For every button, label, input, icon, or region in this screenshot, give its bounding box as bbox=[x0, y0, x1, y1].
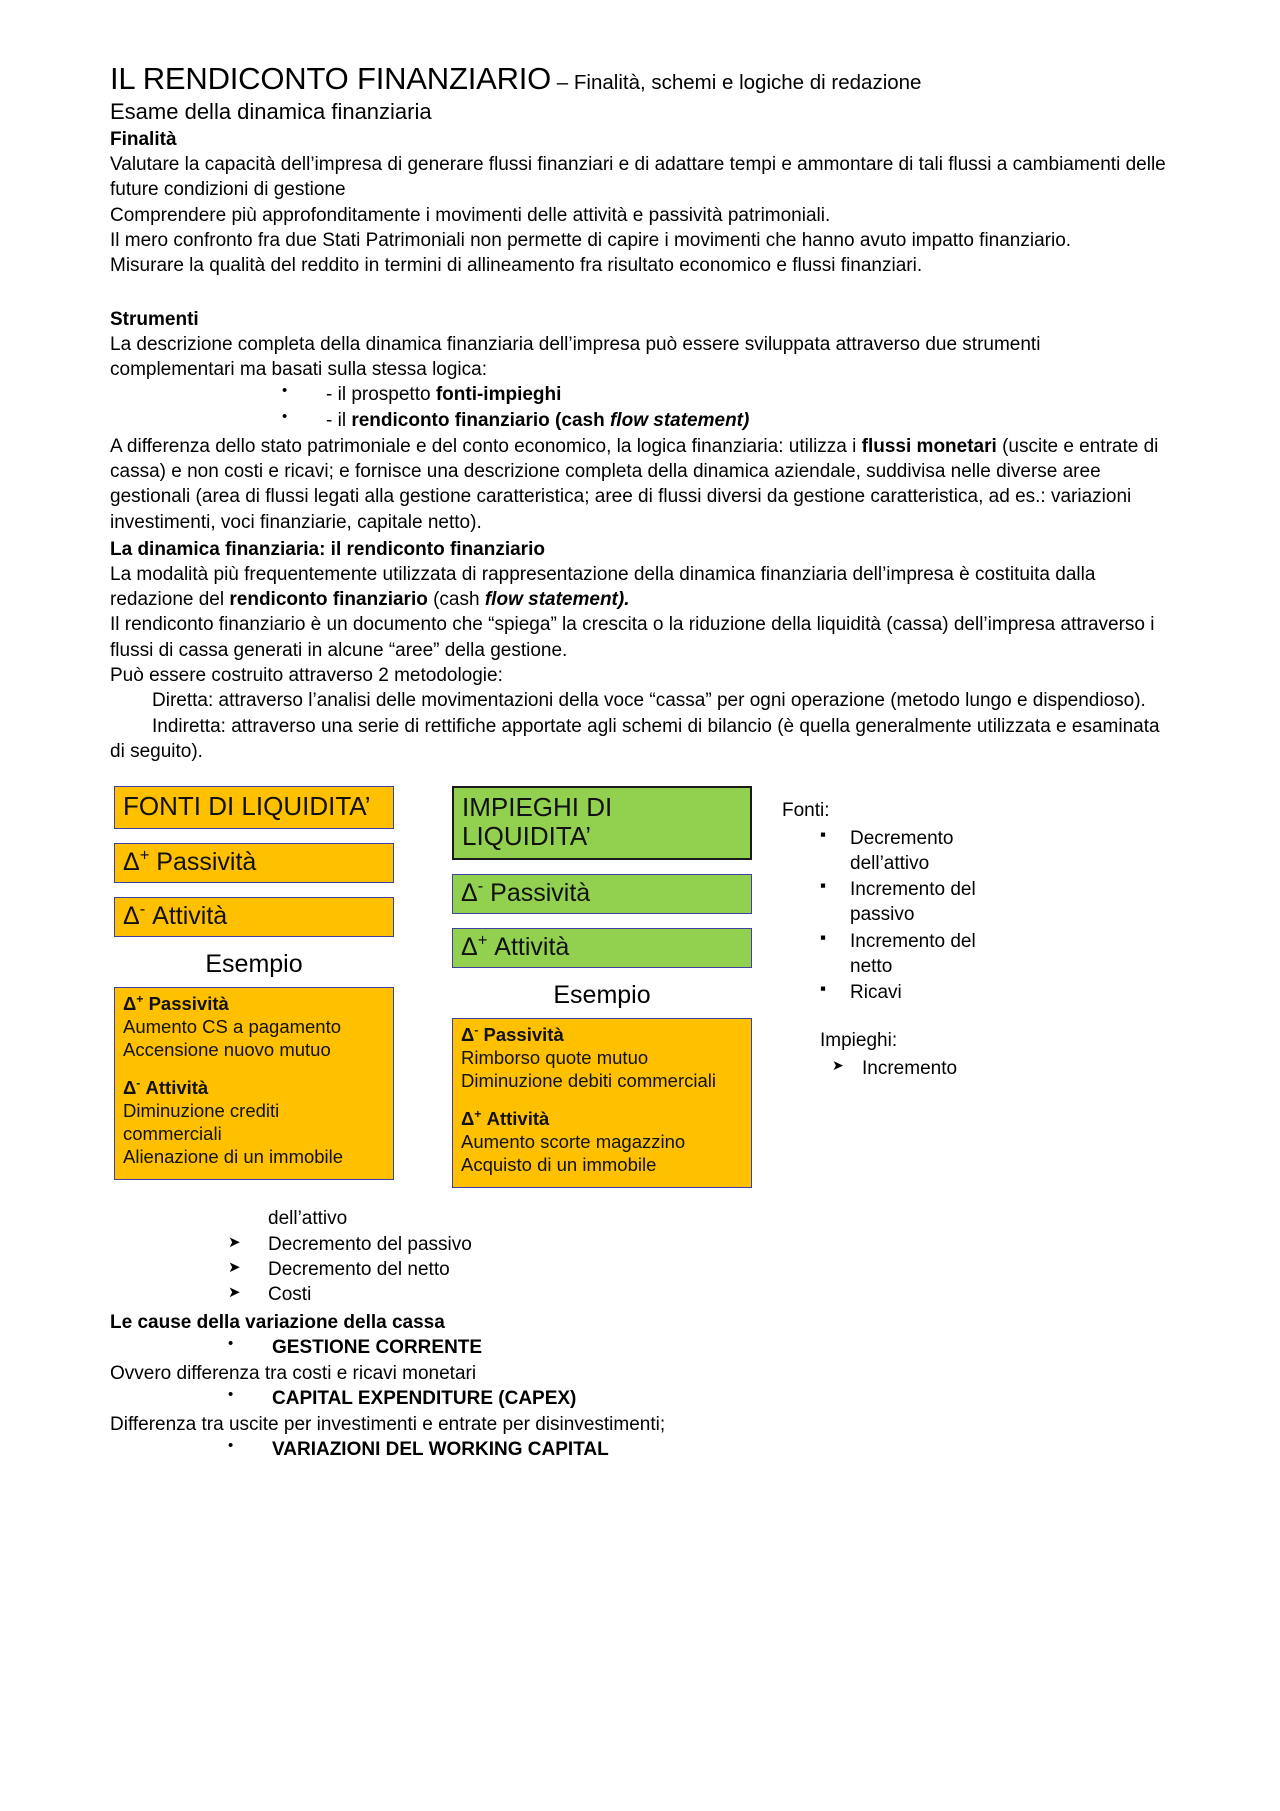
document-subtitle: Esame della dinamica finanziaria bbox=[110, 98, 432, 124]
diagram-column-fonti bbox=[114, 786, 394, 1180]
example-group-title bbox=[461, 1023, 743, 1046]
list-item: ▪ Decremento dell’attivo bbox=[820, 826, 1012, 877]
page-title bbox=[110, 62, 1168, 97]
delta-symbol: Δ bbox=[461, 1023, 475, 1045]
delta-symbol: Δ bbox=[123, 992, 137, 1014]
impieghi-notes-label: Impieghi: bbox=[820, 1030, 898, 1052]
text-italic: flow statement). bbox=[484, 589, 630, 611]
impieghi-row-0 bbox=[452, 874, 752, 914]
group-label: Attività bbox=[140, 1076, 209, 1098]
cause-desc-1: Differenza tra uscite per investimenti e entrate per disinvestimenti; bbox=[110, 1413, 666, 1435]
delta-sign: + bbox=[474, 1106, 482, 1121]
text-bold: flussi monetari bbox=[861, 435, 997, 457]
diagram-column-impieghi bbox=[452, 786, 752, 1188]
delta-sign: - bbox=[477, 877, 484, 896]
row-label: Passività bbox=[483, 879, 591, 908]
delta-sign: - bbox=[139, 900, 146, 919]
fonti-impieghi-diagram bbox=[110, 786, 1168, 1206]
list-item: ▪ Incremento del netto bbox=[820, 929, 1012, 980]
example-item: Diminuzione crediti bbox=[123, 1099, 280, 1121]
title-subtitle-inline: – Finalità, schemi e logiche di redazione bbox=[551, 71, 922, 94]
row-label: Attività bbox=[487, 933, 570, 962]
heading-dinamica: La dinamica finanziaria: il rendiconto finanziario bbox=[110, 538, 545, 560]
fonti-example-box bbox=[114, 987, 394, 1180]
bullet-bold: fonti-impieghi bbox=[435, 384, 562, 406]
heading-strumenti: Strumenti bbox=[110, 308, 199, 330]
bullet-prefix: - il prospetto bbox=[326, 384, 436, 406]
heading-finalita: Finalità bbox=[110, 129, 177, 151]
fonti-row-0 bbox=[114, 843, 394, 883]
title-main: IL RENDICONTO FINANZIARIO bbox=[110, 61, 552, 96]
text-pre: La modalità più frequentemente utilizzata di rappresentazione della dinamica finanziaria dell’impresa è costituita dalla redazione del bbox=[110, 563, 1096, 611]
delta-sign: - bbox=[474, 1022, 479, 1037]
example-item: Diminuzione debiti commerciali bbox=[461, 1070, 716, 1092]
bullet-italic: flow statement) bbox=[609, 409, 750, 431]
impieghi-row-1 bbox=[452, 928, 752, 968]
list-item: ➤ Incremento bbox=[832, 1056, 1012, 1081]
strumenti-intro: La descrizione completa della dinamica finanziaria dell’impresa può essere sviluppata attraverso due strumenti complementari ma basati sulla stessa logica: bbox=[110, 333, 1041, 380]
group-label: Passività bbox=[143, 992, 229, 1014]
section-spacer bbox=[110, 279, 1168, 305]
delta-symbol: Δ bbox=[461, 1107, 475, 1129]
list-item: ➤ Decremento del netto bbox=[228, 1257, 1168, 1282]
dinamica-paragraph-indiretta: Indiretta: attraverso una serie di rettifiche apportate agli schemi di bilancio (è quella generalmente utilizzata e esaminata di seguito). bbox=[110, 715, 1160, 762]
text-bold: rendiconto finanziario bbox=[229, 589, 428, 611]
finalita-paragraph-4: Misurare la qualità del reddito in termini di allineamento fra risultato economico e flussi finanziari. bbox=[110, 255, 923, 277]
example-group-title bbox=[123, 1076, 385, 1099]
strumenti-bullet-list bbox=[110, 382, 1168, 434]
example-item: commerciali bbox=[123, 1123, 222, 1145]
fonti-header-box: FONTI DI LIQUIDITA’ bbox=[114, 786, 394, 829]
fonti-row-1 bbox=[114, 897, 394, 937]
list-item: • VARIAZIONI DEL WORKING CAPITAL bbox=[228, 1437, 1168, 1463]
group-label: Attività bbox=[481, 1107, 550, 1129]
list-item: • GESTIONE CORRENTE bbox=[228, 1335, 1168, 1361]
row-label: Attività bbox=[145, 902, 228, 931]
dinamica-paragraph-diretta: Diretta: attraverso l’analisi delle movimentazioni della voce “cassa” per ogni operazione (metodo lungo e dispendioso). bbox=[152, 690, 1146, 712]
example-item: Aumento CS a pagamento bbox=[123, 1015, 342, 1037]
example-gap bbox=[461, 1093, 743, 1107]
row-label: Passività bbox=[149, 848, 257, 877]
impieghi-header-box: IMPIEGHI DI LIQUIDITA’ bbox=[452, 786, 752, 860]
delta-sign: + bbox=[136, 991, 144, 1006]
diagram-notes-column bbox=[782, 798, 1012, 1081]
finalita-paragraph-1: Valutare la capacità dell’impresa di generare flussi finanziari e di adattare tempi e ammontare di tali flussi a cambiamenti delle future condizioni di gestione bbox=[110, 154, 1166, 201]
example-item: Aumento scorte magazzino bbox=[461, 1130, 686, 1152]
dinamica-paragraph-2: Il rendiconto finanziario è un documento che “spiega” la crescita o la riduzione della liquidità (cassa) dell’impresa attraverso i flussi di cassa generati in alcune “aree” della gestione. bbox=[110, 614, 1155, 661]
group-label: Passività bbox=[478, 1023, 564, 1045]
delta-symbol: Δ bbox=[461, 933, 478, 962]
list-item: ▪ Ricavi bbox=[820, 980, 1012, 1005]
text-post: (uscite e entrate di cassa) e non costi e ricavi; e fornisce una descrizione completa della dinamica aziendale, suddivisa nelle diverse aree gestionali (area di flussi legati alla gestione caratteristica; aree di flussi diversi da gestione caratteristica, ad es.: variazioni investimenti, voci finanziarie, capitale netto). bbox=[110, 435, 1159, 533]
delta-symbol: Δ bbox=[461, 879, 478, 908]
delta-sign: + bbox=[139, 846, 150, 865]
text-mid: (cash bbox=[427, 589, 485, 611]
list-item bbox=[282, 382, 1168, 408]
delta-symbol: Δ bbox=[123, 902, 140, 931]
cause-list-2 bbox=[110, 1437, 1168, 1463]
impieghi-example-box bbox=[452, 1018, 752, 1188]
notes-spacer bbox=[782, 1006, 1012, 1028]
dinamica-paragraph-3: Può essere costruito attraverso 2 metodologie: bbox=[110, 664, 503, 686]
example-item: Rimborso quote mutuo bbox=[461, 1047, 649, 1069]
example-group-title bbox=[123, 992, 385, 1015]
delta-sign: - bbox=[136, 1075, 141, 1090]
example-item: Alienazione di un immobile bbox=[123, 1146, 344, 1168]
example-item: Acquisto di un immobile bbox=[461, 1154, 657, 1176]
fonti-notes-label: Fonti: bbox=[782, 800, 830, 822]
fonti-notes-list bbox=[782, 826, 1012, 1006]
cause-desc-0: Ovvero differenza tra costi e ricavi monetari bbox=[110, 1362, 477, 1384]
impieghi-esempio-label: Esempio bbox=[553, 981, 651, 1010]
fonti-esempio-label: Esempio bbox=[205, 950, 303, 979]
example-gap bbox=[123, 1062, 385, 1076]
cause-list-1 bbox=[110, 1386, 1168, 1412]
delta-symbol: Δ bbox=[123, 848, 140, 877]
list-item: ➤ Costi bbox=[228, 1282, 1168, 1307]
delta-symbol: Δ bbox=[123, 1076, 137, 1098]
bottom-arrow-list bbox=[110, 1232, 1168, 1308]
cause-list-0 bbox=[110, 1335, 1168, 1361]
impieghi-notes-list bbox=[782, 1056, 1012, 1081]
dinamica-paragraph-1 bbox=[110, 562, 1168, 613]
bullet-prefix: - il bbox=[326, 409, 352, 431]
continuation-text: dell’attivo bbox=[268, 1208, 348, 1230]
bullet-bold: rendiconto finanziario (cash bbox=[351, 409, 610, 431]
finalita-paragraph-2: Comprendere più approfonditamente i movimenti delle attività e passività patrimoniali. bbox=[110, 204, 831, 226]
list-item bbox=[282, 408, 1168, 434]
delta-sign: + bbox=[477, 931, 488, 950]
finalita-paragraph-3: Il mero confronto fra due Stati Patrimoniali non permette di capire i movimenti che hanno avuto impatto finanziario. bbox=[110, 229, 1072, 251]
text-pre: A differenza dello stato patrimoniale e del conto economico, la logica finanziaria: utilizza i bbox=[110, 435, 862, 457]
list-item: ▪ Incremento del passivo bbox=[820, 877, 1012, 928]
list-item: • CAPITAL EXPENDITURE (CAPEX) bbox=[228, 1386, 1168, 1412]
strumenti-after-bullets bbox=[110, 434, 1168, 535]
example-group-title bbox=[461, 1107, 743, 1130]
heading-cause-variazione: Le cause della variazione della cassa bbox=[110, 1311, 445, 1333]
list-item: ➤ Decremento del passivo bbox=[228, 1232, 1168, 1257]
example-item: Accensione nuovo mutuo bbox=[123, 1039, 331, 1061]
